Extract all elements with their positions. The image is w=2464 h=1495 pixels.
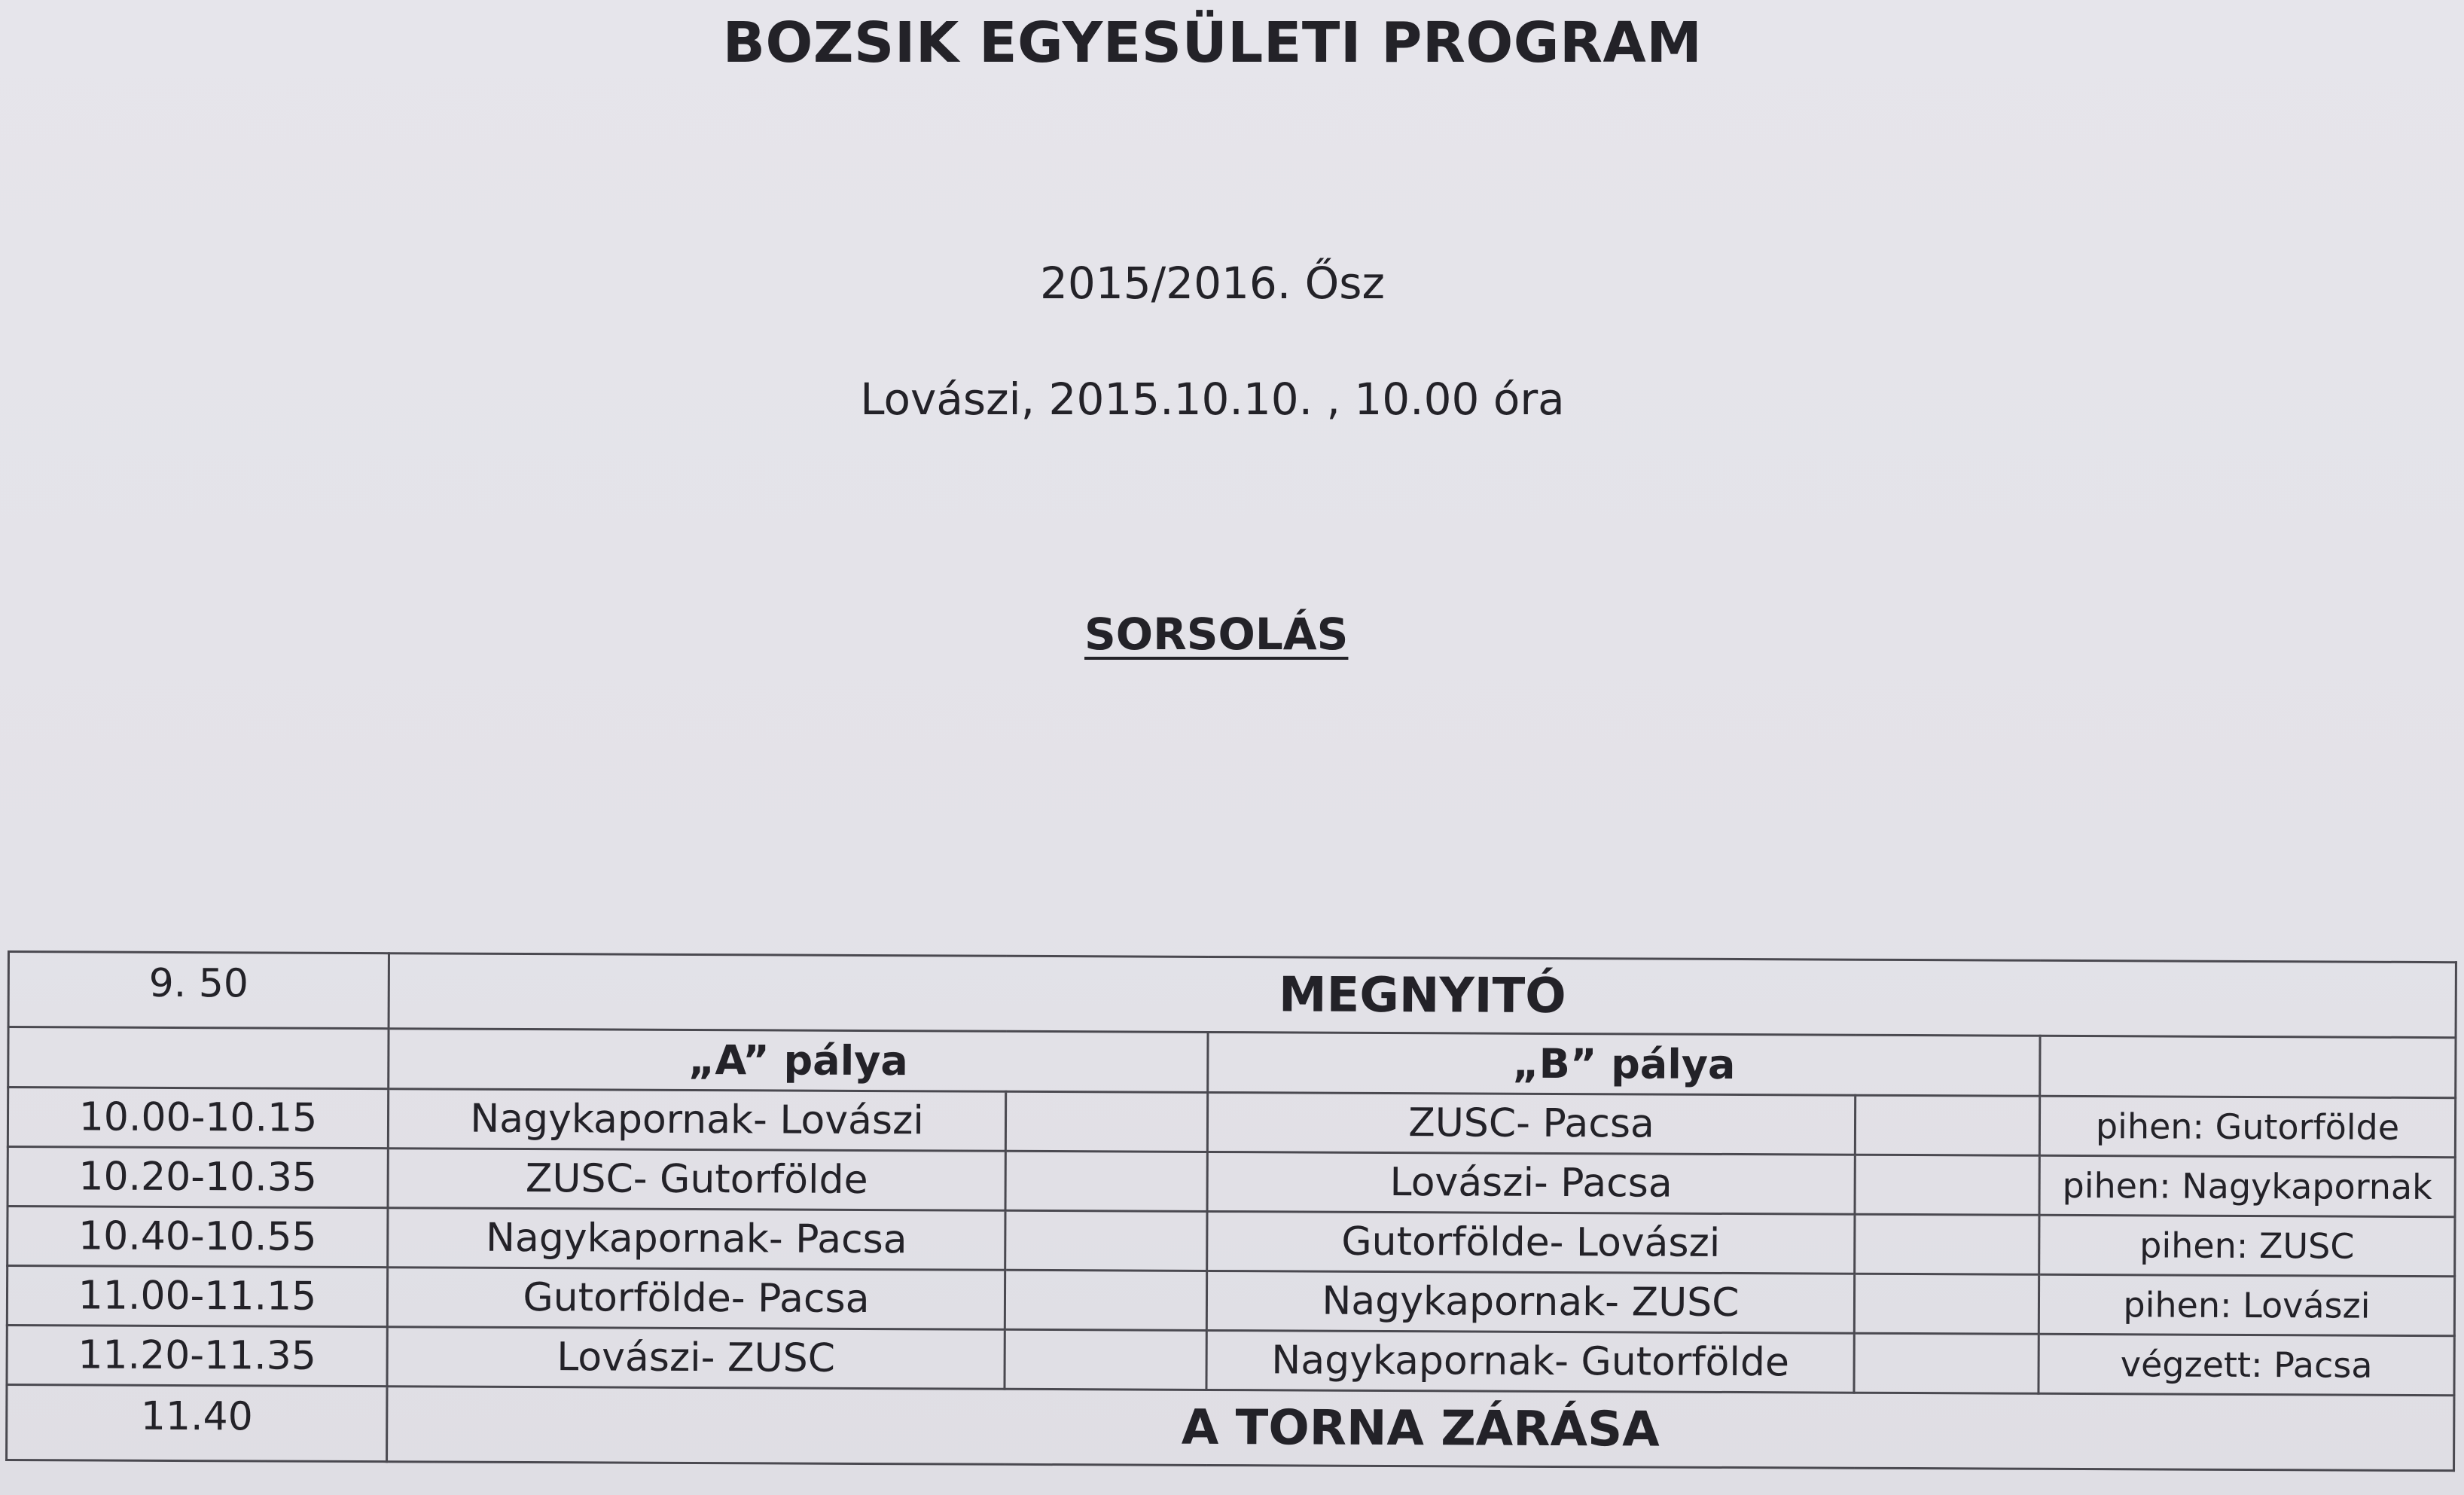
court-b-result — [1855, 1095, 2039, 1155]
court-a-result — [1005, 1091, 1207, 1152]
place-date-time: Lovászi, 2015.10.10. , 10.00 óra — [860, 374, 1565, 425]
match-row — [7, 1266, 2454, 1336]
empty-time-header — [8, 1027, 389, 1089]
resting-team: végzett: Pacsa — [2039, 1334, 2454, 1395]
court-b-match: Nagykapornak- ZUSC — [1206, 1271, 1854, 1333]
match-row — [7, 1326, 2454, 1396]
court-a-result — [1005, 1270, 1206, 1330]
season-label: 2015/2016. Ősz — [1040, 258, 1385, 309]
opening-row — [8, 952, 2456, 1038]
court-a-result — [1005, 1329, 1206, 1390]
court-b-match: Gutorfölde- Lovászi — [1207, 1211, 1855, 1274]
court-header-row — [8, 1027, 2456, 1098]
match-time: 10.40-10.55 — [8, 1207, 388, 1268]
court-a-match: Gutorfölde- Pacsa — [387, 1268, 1005, 1330]
court-a-header: „A” pálya — [389, 1029, 1208, 1093]
court-b-result — [1854, 1333, 2039, 1393]
match-time: 10.00-10.15 — [8, 1088, 388, 1149]
opening-time: 9. 50 — [8, 952, 389, 1029]
draw-heading: SORSOLÁS — [1084, 609, 1349, 660]
closing-row — [7, 1385, 2454, 1471]
resting-team: pihen: ZUSC — [2039, 1215, 2455, 1276]
court-b-match: Nagykapornak- Gutorfölde — [1206, 1330, 1854, 1393]
court-a-result — [1005, 1210, 1207, 1271]
resting-team: pihen: Nagykapornak — [2039, 1155, 2455, 1216]
court-b-match: Lovászi- Pacsa — [1207, 1152, 1855, 1214]
court-b-header: „B” pálya — [1208, 1032, 2040, 1096]
court-b-result — [1854, 1274, 2039, 1334]
document-title: BOZSIK EGYESÜLETI PROGRAM — [722, 11, 1703, 75]
match-time: 11.00-11.15 — [7, 1266, 387, 1327]
empty-rest-header — [2040, 1036, 2456, 1097]
opening-label: MEGNYITÓ — [389, 953, 2456, 1038]
court-b-result — [1855, 1214, 2039, 1274]
match-row — [8, 1207, 2455, 1277]
closing-time: 11.40 — [7, 1385, 387, 1462]
court-a-match: Nagykapornak- Pacsa — [388, 1208, 1005, 1271]
court-b-result — [1855, 1155, 2039, 1215]
court-a-match: Nagykapornak- Lovászi — [388, 1089, 1005, 1152]
closing-label: A TORNA ZÁRÁSA — [387, 1387, 2454, 1471]
match-time: 11.20-11.35 — [7, 1326, 387, 1387]
court-a-match: ZUSC- Gutorfölde — [388, 1149, 1005, 1211]
resting-team: pihen: Gutorfölde — [2039, 1096, 2455, 1157]
match-row — [8, 1088, 2455, 1158]
match-time: 10.20-10.35 — [8, 1147, 388, 1208]
court-b-match: ZUSC- Pacsa — [1207, 1092, 1855, 1155]
resting-team: pihen: Lovászi — [2039, 1274, 2454, 1335]
court-a-result — [1005, 1151, 1207, 1211]
match-row — [8, 1147, 2455, 1217]
court-a-match: Lovászi- ZUSC — [387, 1327, 1005, 1390]
schedule-table — [5, 950, 2457, 1472]
